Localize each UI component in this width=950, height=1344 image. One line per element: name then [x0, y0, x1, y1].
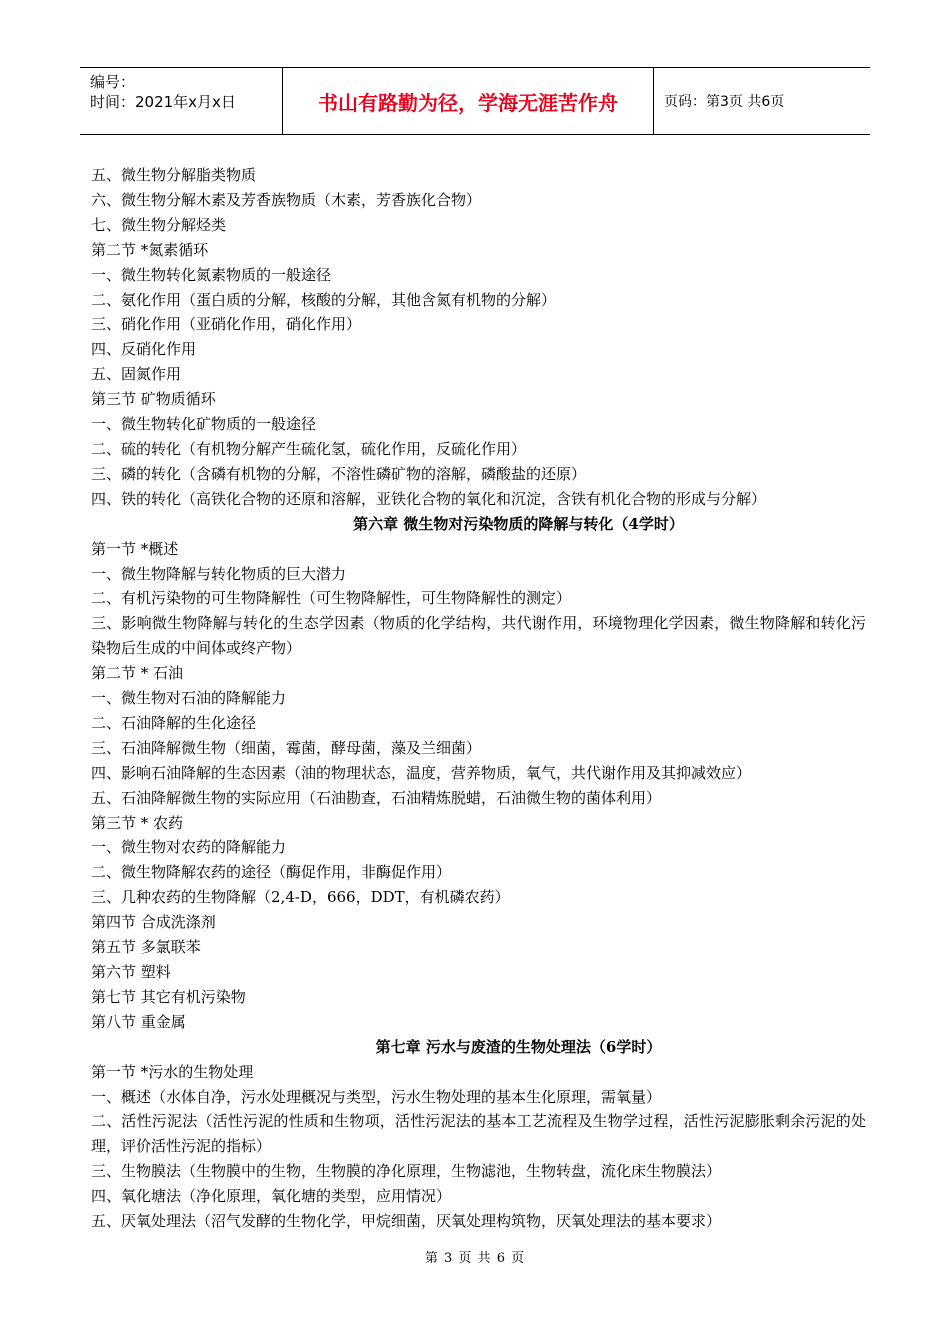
- outline-line: 第二节 * 石油: [91, 664, 184, 683]
- header-meta: [80, 68, 283, 134]
- outline-line: 七、微生物分解烃类: [91, 215, 227, 234]
- outline-line: 四、反硝化作用: [91, 340, 197, 359]
- outline-line: 第五节 多氯联苯: [91, 938, 201, 957]
- outline-line: 一、微生物转化氮素物质的一般途径: [91, 265, 332, 284]
- outline-line: 一、微生物对石油的降解能力: [91, 689, 287, 708]
- outline-line: 三、磷的转化（含磷有机物的分解，不溶性磷矿物的溶解，磷酸盐的还原）: [91, 464, 587, 483]
- outline-line: 三、石油降解微生物（细菌，霉菌，酵母菌，藻及兰细菌）: [91, 738, 482, 757]
- outline-line: 四、铁的转化（高铁化合物的还原和溶解，亚铁化合物的氧化和沉淀，含铁有机化合物的形成与分解）: [91, 489, 767, 508]
- outline-line: 二、石油降解的生化途径: [91, 713, 257, 732]
- document-body: [91, 163, 866, 1234]
- document-number-label: 编号：: [90, 73, 136, 91]
- outline-line: 第二节 *氮素循环: [91, 240, 209, 259]
- outline-line: 六、微生物分解木素及芳香族物质（木素，芳香族化合物）: [91, 190, 482, 209]
- outline-line: 第三节 * 农药: [91, 813, 184, 832]
- outline-line: 三、几种农药的生物降解（2,4-D，666，DDT，有机磷农药）: [91, 888, 510, 907]
- header-page-info: 页码：第3页 共6页: [664, 94, 785, 110]
- outline-line: 五、厌氧处理法（沼气发酵的生物化学，甲烷细菌，厌氧处理构筑物，厌氧处理法的基本要求）: [91, 1212, 722, 1231]
- outline-line: 五、石油降解微生物的实际应用（石油勘查，石油精炼脱蜡，石油微生物的菌体利用）: [91, 788, 662, 807]
- header-motto: 书山有路勤为径，学海无涯苦作舟: [283, 68, 654, 134]
- outline-line: 二、活性污泥法（活性污泥的性质和生物项，活性污泥法的基本工艺流程及生物学过程，活性污泥膨胀剩余污泥的处理，评价活性污泥的指标）: [91, 1112, 866, 1156]
- outline-line: 五、固氮作用: [91, 365, 182, 384]
- outline-line: 第一节 *概述: [91, 539, 179, 558]
- outline-line: 第四节 合成洗涤剂: [91, 913, 216, 932]
- outline-line: 三、硝化作用（亚硝化作用，硝化作用）: [91, 315, 362, 334]
- outline-line: 二、氨化作用（蛋白质的分解，核酸的分解，其他含氮有机物的分解）: [91, 290, 557, 309]
- page-header: [80, 67, 870, 135]
- outline-line: 一、概述（水体自净，污水处理概况与类型，污水生物处理的基本生化原理，需氧量）: [91, 1087, 662, 1106]
- outline-line: 二、微生物降解农药的途径（酶促作用，非酶促作用）: [91, 863, 452, 882]
- outline-line: 第三节 矿物质循环: [91, 390, 216, 409]
- outline-line: 三、影响微生物降解与转化的生态学因素（物质的化学结构，共代谢作用，环境物理化学因素，微生物降解和转化污染物后生成的中间体或终产物）: [91, 614, 866, 658]
- document-date: 时间：2021年x月x日: [90, 93, 236, 111]
- chapter-heading: 第六章 微生物对污染物质的降解与转化（4学时）: [353, 514, 684, 533]
- outline-line: 一、微生物对农药的降解能力: [91, 838, 287, 857]
- outline-line: 二、硫的转化（有机物分解产生硫化氢，硫化作用，反硫化作用）: [91, 439, 527, 458]
- outline-line: 第七节 其它有机污染物: [91, 987, 246, 1006]
- outline-line: 第六节 塑料: [91, 963, 171, 981]
- outline-line: 二、有机污染物的可生物降解性（可生物降解性，可生物降解性的测定）: [91, 589, 572, 608]
- page-footer: 第 3 页 共 6 页: [424, 1251, 526, 1266]
- outline-line: 五、微生物分解脂类物质: [91, 166, 257, 184]
- outline-line: 三、生物膜法（生物膜中的生物，生物膜的净化原理，生物滤池，生物转盘，流化床生物膜法）: [91, 1162, 722, 1181]
- outline-line: 四、影响石油降解的生态因素（油的物理状态，温度，营养物质，氧气，共代谢作用及其抑减效应）: [91, 763, 752, 782]
- outline-line: 四、氧化塘法（净化原理，氧化塘的类型，应用情况）: [91, 1187, 452, 1206]
- chapter-heading: 第七章 污水与废渣的生物处理法（6学时）: [375, 1037, 662, 1056]
- outline-line: 一、微生物转化矿物质的一般途径: [91, 415, 317, 434]
- outline-line: 一、微生物降解与转化物质的巨大潜力: [91, 564, 347, 583]
- outline-line: 第一节 *污水的生物处理: [91, 1062, 254, 1081]
- outline-line: 第八节 重金属: [91, 1012, 186, 1031]
